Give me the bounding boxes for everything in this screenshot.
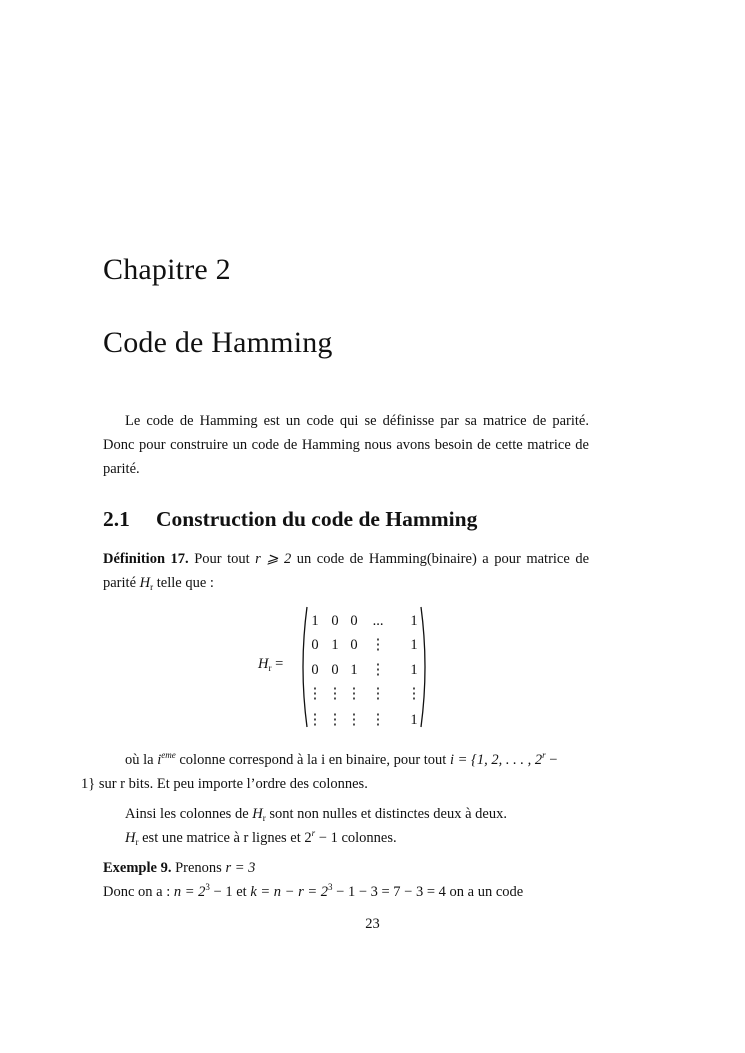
matrix-cell-r4-c3: ⋮ xyxy=(346,686,362,702)
size-paragraph xyxy=(103,826,589,850)
definition-label: Définition 17. xyxy=(103,551,189,567)
example-label: Exemple 9. xyxy=(103,860,172,876)
matrix-cell-r2-c4: ⋮ xyxy=(370,637,386,653)
matrix-cell-r4-c5: ⋮ xyxy=(406,686,422,702)
section-heading xyxy=(103,505,477,533)
after-text-2: colonne correspond à la i en binaire, pour tout xyxy=(175,752,450,768)
example-line-2 xyxy=(103,880,589,904)
matrix-lhs-sub: r xyxy=(268,663,272,673)
matrix-cell-r1-c3: 0 xyxy=(350,613,358,629)
matrix-cell-r2-c5: 1 xyxy=(410,637,418,653)
size-text-2: − 1 colonnes. xyxy=(315,830,397,846)
definition-text: Pour tout xyxy=(194,551,256,567)
columns-paragraphs xyxy=(103,802,589,850)
size-text-1: est une matrice à r lignes et xyxy=(138,830,305,846)
example-n-rest: − 1 xyxy=(209,884,233,900)
definition-block xyxy=(103,547,589,595)
after-formula: i = {1, 2, . . . , 2 xyxy=(449,752,543,768)
matrix-cell-r5-c3: ⋮ xyxy=(346,712,362,728)
matrix-cell-r1-c5: 1 xyxy=(410,613,418,629)
columns-text-1: Ainsi les colonnes de xyxy=(125,806,253,822)
matrix-cell-r5-c5: 1 xyxy=(410,712,418,728)
example-block xyxy=(103,856,589,904)
after-text-1: où la xyxy=(125,752,158,768)
matrix-lhs-name: H xyxy=(258,656,269,672)
chapter-title: Code de Hamming xyxy=(103,326,333,359)
example-text: Prenons xyxy=(171,860,226,876)
example-n-expr: n = 2 xyxy=(173,884,206,900)
definition-text-middle: un code de Hamming(binaire) a pour matrice de parité xyxy=(103,551,590,591)
matrix-lhs xyxy=(258,656,283,673)
matrix-cell-r1-c1: 1 xyxy=(311,613,319,629)
matrix-cell-r5-c1: ⋮ xyxy=(307,712,323,728)
example-k-sup: 3 xyxy=(328,882,333,892)
matrix-right-paren xyxy=(421,607,425,727)
columns-text-2: sont non nulles et distinctes deux à deux. xyxy=(265,806,507,822)
matrix-cell-r1-c4: ... xyxy=(372,613,384,629)
section-number: 2.1 xyxy=(103,507,130,531)
matrix-body xyxy=(298,603,430,731)
example-and: et xyxy=(232,884,251,900)
size-matrix-name: H xyxy=(125,830,136,846)
after-i: i xyxy=(157,752,162,768)
matrix-cell-r4-c4: ⋮ xyxy=(370,686,386,702)
intro-paragraph: Le code de Hamming est un code qui se définisse par sa matrice de parité. Donc pour construire un code de Hamming nous avons besoin de cette matrice de parité. xyxy=(103,413,589,477)
parity-matrix xyxy=(258,603,438,731)
matrix-cell-r3-c1: 0 xyxy=(311,662,319,678)
size-sup: r xyxy=(311,828,316,838)
matrix-cell-r5-c4: ⋮ xyxy=(370,712,386,728)
after-i-sup: eme xyxy=(161,750,176,760)
definition-matrix-sub: r xyxy=(150,582,154,592)
matrix-lhs-equals: = xyxy=(271,656,284,672)
after-text-line2: 1} sur r bits. Et peu importe l’ordre des colonnes. xyxy=(81,776,368,792)
definition-text-after: telle que : xyxy=(153,575,214,591)
matrix-cell-r3-c2: 0 xyxy=(331,662,339,678)
matrix-left-paren xyxy=(303,607,307,727)
size-matrix-sub: r xyxy=(135,837,139,847)
matrix-cell-r2-c2: 1 xyxy=(331,637,339,653)
matrix-cell-r1-c2: 0 xyxy=(331,613,339,629)
matrix-cell-r4-c1: ⋮ xyxy=(307,686,323,702)
definition-matrix-name: H xyxy=(139,575,151,591)
chapter-label: Chapitre 2 xyxy=(103,253,231,286)
matrix-cell-r3-c3: 1 xyxy=(350,662,358,678)
example-line-1 xyxy=(103,856,589,880)
matrix-cell-r3-c4: ⋮ xyxy=(370,662,386,678)
matrix-cell-r3-c5: 1 xyxy=(410,662,418,678)
page-number: 23 xyxy=(365,916,380,932)
matrix-cell-r5-c2: ⋮ xyxy=(327,712,343,728)
section-title: Construction du code de Hamming xyxy=(156,507,478,531)
example-line2-start: Donc on a : xyxy=(103,884,174,900)
example-r-value: r = 3 xyxy=(225,860,256,876)
columns-matrix-sub: r xyxy=(262,813,266,823)
example-n-sup: 3 xyxy=(205,882,210,892)
columns-matrix-name: H xyxy=(252,806,263,822)
after-formula-sup: r xyxy=(542,750,546,760)
example-k-expr: k = n − r = 2 xyxy=(250,884,329,900)
matrix-cell-r4-c2: ⋮ xyxy=(327,686,343,702)
after-formula-end: − xyxy=(545,752,558,768)
columns-paragraph xyxy=(103,802,589,826)
example-line2-end: on a un code xyxy=(445,884,524,900)
definition-condition: r ⩾ 2 xyxy=(255,551,292,567)
size-base: 2 xyxy=(304,830,312,846)
after-matrix-paragraph xyxy=(81,748,589,796)
example-k-rest: − 1 − 3 = 7 − 3 = 4 xyxy=(332,884,446,900)
matrix-cell-r2-c3: 0 xyxy=(350,637,358,653)
matrix-cell-r2-c1: 0 xyxy=(311,637,319,653)
